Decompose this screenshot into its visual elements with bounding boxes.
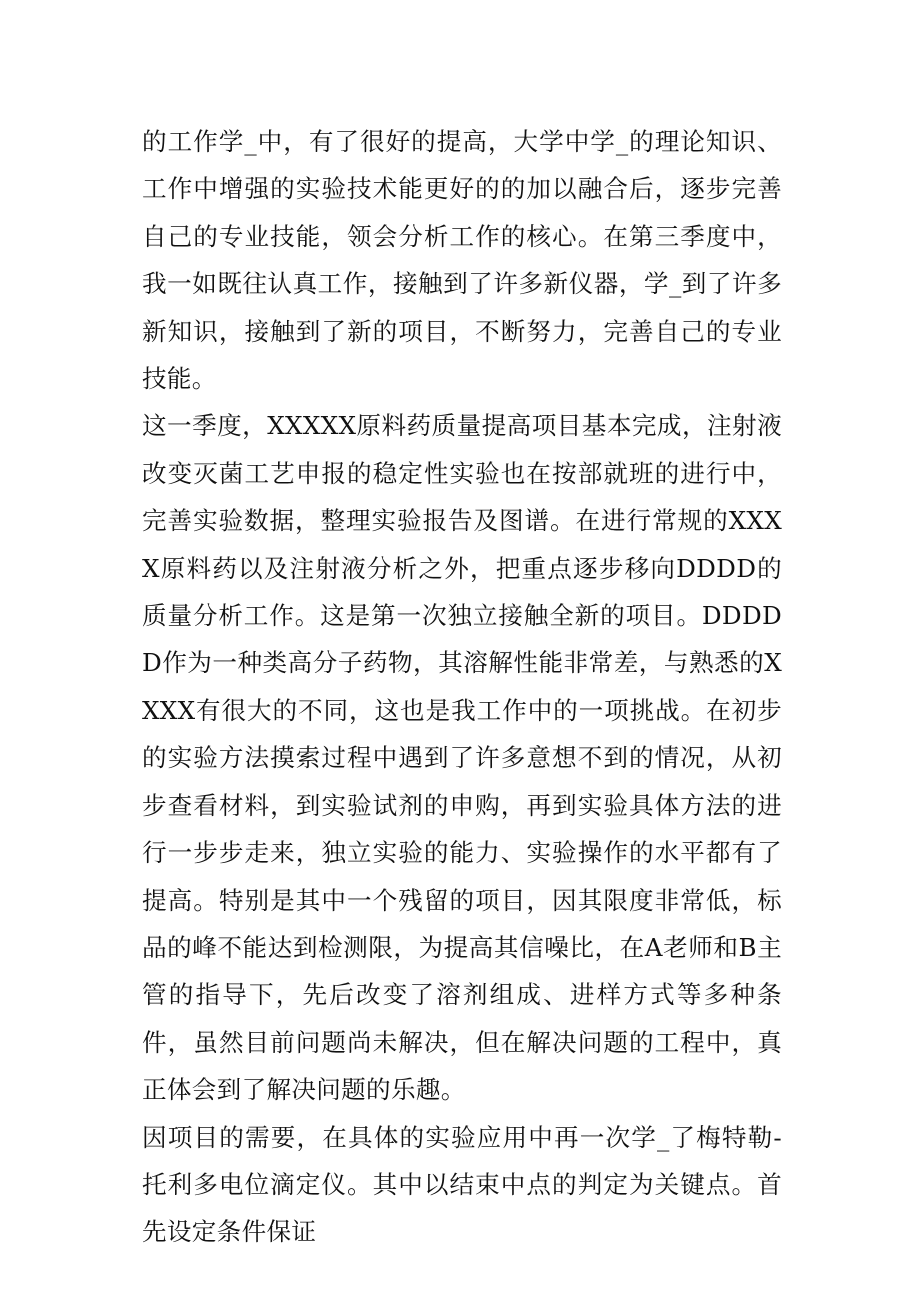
paragraph-2: 这一季度，XXXXX原料药质量提高项目基本完成，注射液改变灭菌工艺申报的稳定性实验也在按部就班的进行中，完善实验数据，整理实验报告及图谱。在进行常规的XXXX原料药以及注射液分析之外，把重点逐步移向DDDD的质量分析工作。这是第一次独立接触全新的项目。DDDDD作为一种类高分子药物，其溶解性能非常差，与熟悉的XXXX有很大的不同，这也是我工作中的一项挑战。在初步的实验方法摸索过程中遇到了许多意想不到的情况，从初步查看材料，到实验试剂的申购，再到实验具体方法的进行一步步走来，独立实验的能力、实验操作的水平都有了提高。特别是其中一个残留的项目，因其限度非常低，标品的峰不能达到检测限，为提高其信噪比，在A老师和B主管的指导下，先后改变了溶剂组成、进样方式等多种条件，虽然目前问题尚未解决，但在解决问题的工程中，真正体会到了解决问题的乐趣。 [142, 411, 782, 1105]
document-body [142, 118, 782, 1256]
paragraph-3: 因项目的需要，在具体的实验应用中再一次学_了梅特勒-托利多电位滴定仪。其中以结束中点的判定为关键点。首先设定条件保证 [142, 1122, 782, 1247]
paragraph-1: 的工作学_中，有了很好的提高，大学中学_的理论知识、工作中增强的实验技术能更好的的加以融合后，逐步完善自己的专业技能，领会分析工作的核心。在第三季度中，我一如既往认真工作，接触到了许多新仪器，学_到了许多新知识，接触到了新的项目，不断努力，完善自己的专业技能。 [142, 127, 782, 394]
